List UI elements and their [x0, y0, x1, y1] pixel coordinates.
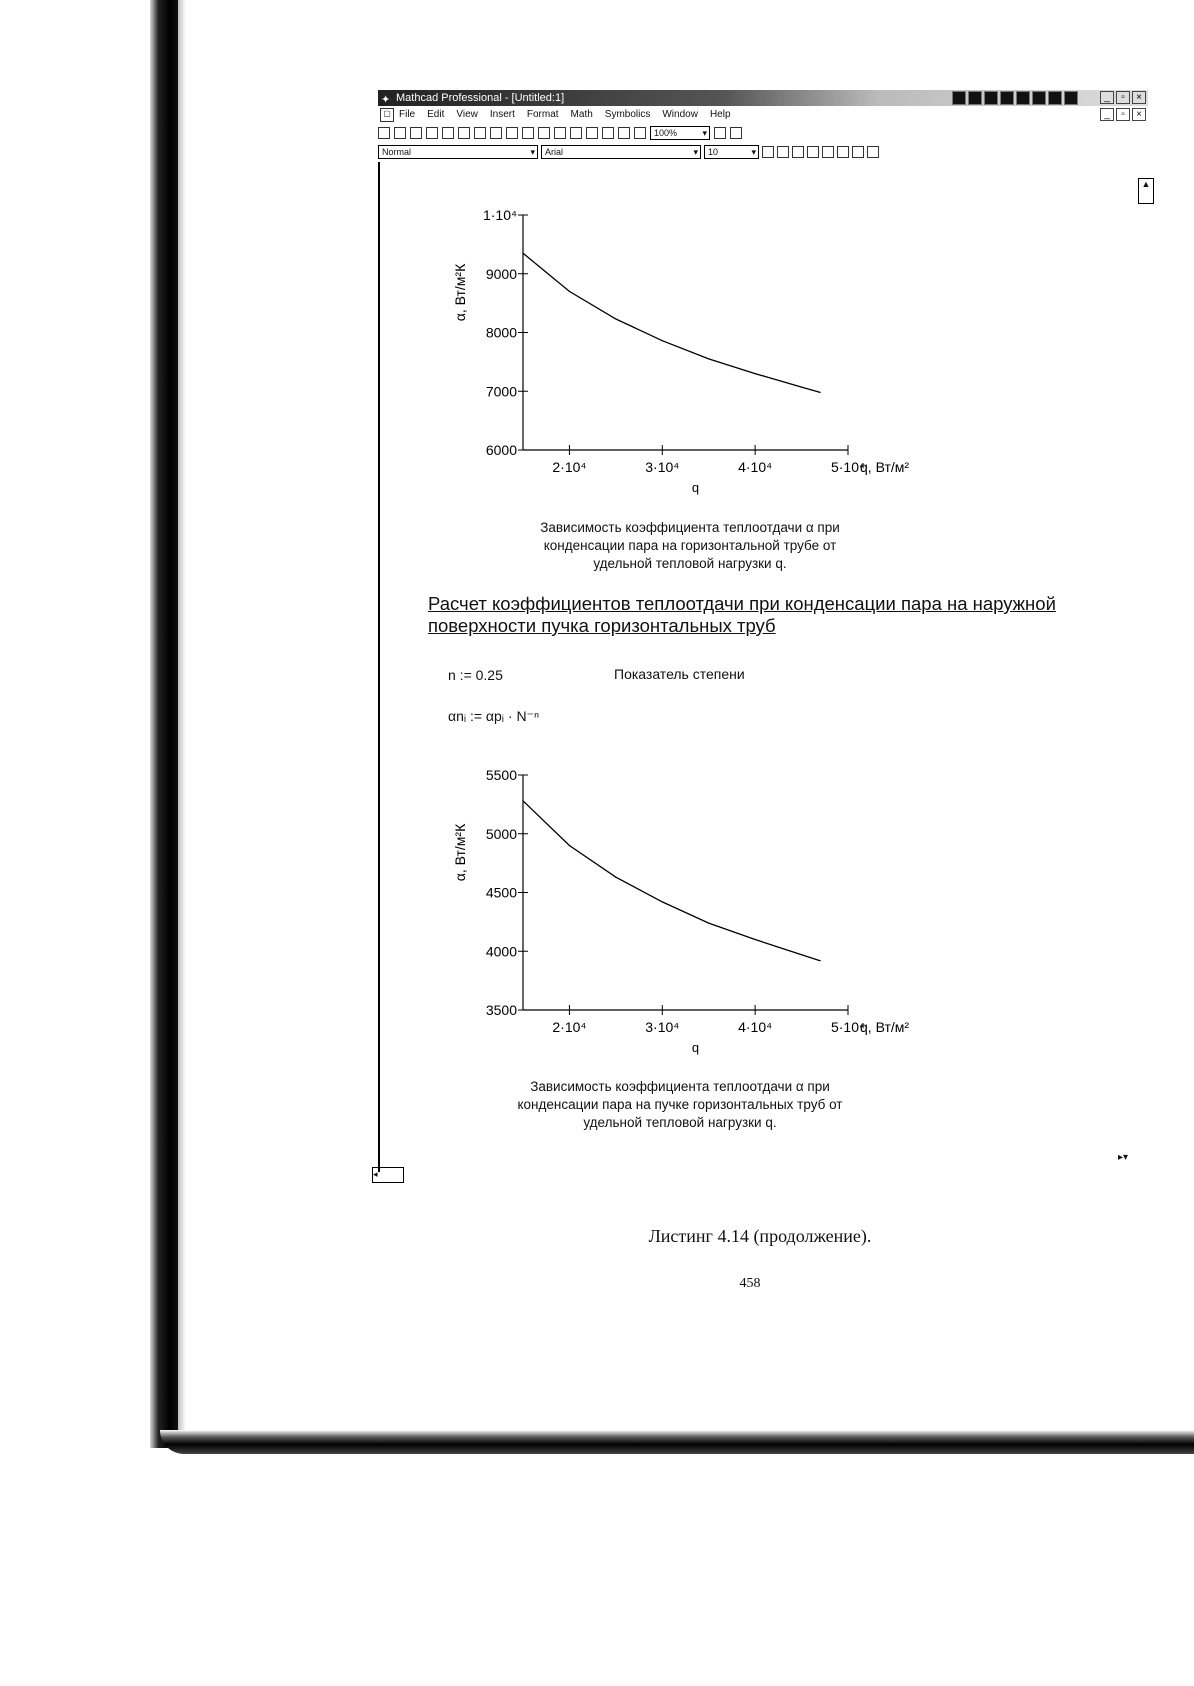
- window-title: Mathcad Professional - [Untitled:1]: [396, 92, 565, 104]
- bullets-icon[interactable]: [852, 146, 864, 158]
- section-heading: Расчет коэффициентов теплоотдачи при конденсации пара на наружной поверхности пучка горизонтальных труб: [428, 593, 1056, 636]
- insert-unit-icon[interactable]: [586, 127, 598, 139]
- redo-icon[interactable]: [538, 127, 550, 139]
- scroll-up-button[interactable]: ▲: [1138, 178, 1154, 204]
- tool-icon[interactable]: [1032, 91, 1046, 105]
- y-tick-label: 4500: [485, 884, 517, 901]
- listing-caption: Листинг 4.14 (продолжение).: [648, 1226, 872, 1246]
- data-point: [755, 939, 756, 940]
- data-point: [820, 960, 821, 961]
- print-preview-icon[interactable]: [442, 127, 454, 139]
- data-point: [820, 392, 821, 393]
- maximize-button[interactable]: ▫: [1116, 91, 1130, 104]
- data-point: [801, 387, 802, 388]
- open-folder-icon[interactable]: [394, 127, 406, 139]
- y-tick-label: 6000: [485, 442, 517, 458]
- doc-minimize-button[interactable]: _: [1100, 108, 1114, 121]
- minimize-button[interactable]: _: [1100, 91, 1114, 104]
- data-point: [801, 954, 802, 955]
- menu-math[interactable]: Math: [570, 109, 593, 120]
- data-point: [615, 877, 616, 878]
- doc-close-button[interactable]: ×: [1132, 108, 1146, 121]
- x-axis-label: q: [691, 480, 700, 495]
- resource-icon[interactable]: [634, 127, 646, 139]
- document-controls: [1100, 108, 1146, 121]
- y-tick-label: 5000: [485, 825, 517, 842]
- y-axis-label: α, Вт/м²К: [452, 823, 468, 882]
- x-tick-label: 2·10⁴: [552, 1019, 587, 1035]
- close-button[interactable]: ×: [1132, 91, 1146, 104]
- data-point: [522, 800, 523, 801]
- y-tick-label: 4000: [485, 943, 517, 960]
- menu-window[interactable]: Window: [662, 109, 698, 120]
- x-tick-label: 5·10⁴: [830, 459, 866, 475]
- data-point: [615, 318, 616, 319]
- doc-restore-button[interactable]: ▫: [1116, 108, 1130, 121]
- x-unit-label: q, Вт/м²: [860, 1019, 910, 1035]
- align-center-icon[interactable]: [822, 146, 834, 158]
- x-tick-label: 3·10⁴: [645, 1019, 680, 1035]
- tool-icon[interactable]: [952, 91, 966, 105]
- data-point: [522, 253, 523, 254]
- menu-help[interactable]: Help: [709, 109, 731, 120]
- tool-icon[interactable]: [1000, 91, 1014, 105]
- cut-icon[interactable]: [474, 127, 486, 139]
- tool-icon[interactable]: [1048, 91, 1062, 105]
- data-point: [569, 291, 570, 292]
- caption-line: конденсации пара на горизонтальной трубе от: [543, 538, 837, 553]
- font-select[interactable]: Arial ▾: [541, 145, 701, 159]
- book-spine-shadow: [150, 0, 178, 1448]
- y-tick-label: 7000: [485, 383, 517, 400]
- caption-line: Зависимость коэффициента теплоотдачи α при: [540, 520, 840, 535]
- align-right-icon[interactable]: [837, 146, 849, 158]
- copy-icon[interactable]: [490, 127, 502, 139]
- x-tick-label: 5·10⁴: [830, 1019, 866, 1035]
- numbering-icon[interactable]: [867, 146, 879, 158]
- alpha-vs-q-plot-1[interactable]: [430, 195, 950, 505]
- tool-icon[interactable]: [1016, 91, 1030, 105]
- zoom-select[interactable]: 100% ▾: [650, 126, 710, 140]
- print-icon[interactable]: [426, 127, 438, 139]
- tool-icon[interactable]: [1064, 91, 1078, 105]
- paste-icon[interactable]: [506, 127, 518, 139]
- x-axis-label: q: [691, 1040, 700, 1055]
- data-point: [755, 373, 756, 374]
- caption-line: Зависимость коэффициента теплоотдачи α при: [530, 1079, 830, 1094]
- x-tick-label: 4·10⁴: [738, 459, 773, 475]
- underline-icon[interactable]: [792, 146, 804, 158]
- y-axis-label: α, Вт/м²К: [452, 263, 468, 322]
- menu-edit[interactable]: Edit: [427, 109, 445, 120]
- format-toolbar: [378, 144, 938, 160]
- menu-view[interactable]: View: [456, 109, 478, 120]
- book-bottom-edge: [160, 1430, 1194, 1454]
- x-tick-label: 4·10⁴: [738, 1019, 773, 1035]
- data-point: [569, 845, 570, 846]
- menu-insert[interactable]: Insert: [489, 109, 515, 120]
- spell-check-icon[interactable]: [458, 127, 470, 139]
- app-icon: ✦: [381, 94, 391, 106]
- menu-format[interactable]: Format: [526, 109, 559, 120]
- font-size-select[interactable]: 10 ▾: [704, 145, 759, 159]
- alpha-vs-q-plot-2[interactable]: [430, 755, 950, 1065]
- caption-line: конденсации пара на пучке горизонтальных труб от: [517, 1097, 843, 1112]
- caption-line: удельной тепловой нагрузки q.: [583, 1115, 777, 1130]
- scroll-left-button[interactable]: ◂: [372, 1167, 404, 1183]
- spine-gradient: [178, 0, 186, 1440]
- y-tick-label: 3500: [485, 1002, 517, 1018]
- data-point: [708, 922, 709, 923]
- series-line: [523, 801, 820, 961]
- title-bar: [378, 90, 1148, 106]
- data-point: [662, 901, 663, 902]
- menu-file[interactable]: File: [399, 109, 416, 120]
- x-tick-label: 3·10⁴: [645, 459, 680, 475]
- save-icon[interactable]: [410, 127, 422, 139]
- menu-symbolics[interactable]: Symbolics: [604, 109, 651, 120]
- align-icon[interactable]: [554, 127, 566, 139]
- calculate-icon[interactable]: [602, 127, 614, 139]
- style-select[interactable]: Normal ▾: [378, 145, 538, 159]
- window-controls: [1100, 91, 1146, 104]
- tool-icon[interactable]: [984, 91, 998, 105]
- help-icon[interactable]: [730, 127, 742, 139]
- data-point: [708, 358, 709, 359]
- y-tick-label: 1·10⁴: [482, 207, 517, 223]
- align-left-icon[interactable]: [807, 146, 819, 158]
- menu-bar: [378, 107, 1148, 123]
- scroll-corner-buttons[interactable]: ▸▾: [1118, 1152, 1129, 1163]
- bold-icon[interactable]: [762, 146, 774, 158]
- y-tick-label: 8000: [485, 324, 517, 341]
- plot2-caption: [480, 1078, 880, 1132]
- undo-icon[interactable]: [522, 127, 534, 139]
- title-toolbar-icons: [952, 91, 1078, 105]
- series-line: [523, 253, 820, 392]
- caption-line: удельной тепловой нагрузки q.: [593, 556, 787, 571]
- y-tick-label: 9000: [485, 265, 517, 282]
- x-tick-label: 2·10⁴: [552, 459, 587, 475]
- italic-icon[interactable]: [777, 146, 789, 158]
- alpha-n-definition[interactable]: αnᵢ := αpᵢ · N⁻ⁿ: [448, 708, 540, 724]
- plot1-caption: [500, 519, 880, 573]
- x-unit-label: q, Вт/м²: [860, 459, 910, 475]
- n-note: Показатель степени: [614, 666, 745, 682]
- component-icon[interactable]: [618, 127, 630, 139]
- document-icon[interactable]: ▢: [380, 108, 394, 122]
- resource-center-icon[interactable]: [714, 127, 726, 139]
- standard-toolbar: [378, 124, 858, 142]
- page-number: 458: [739, 1276, 761, 1291]
- tool-icon[interactable]: [968, 91, 982, 105]
- data-point: [662, 340, 663, 341]
- y-tick-label: 5500: [485, 767, 517, 783]
- insert-function-icon[interactable]: [570, 127, 582, 139]
- new-file-icon[interactable]: [378, 127, 390, 139]
- n-definition[interactable]: n := 0.25: [448, 667, 503, 683]
